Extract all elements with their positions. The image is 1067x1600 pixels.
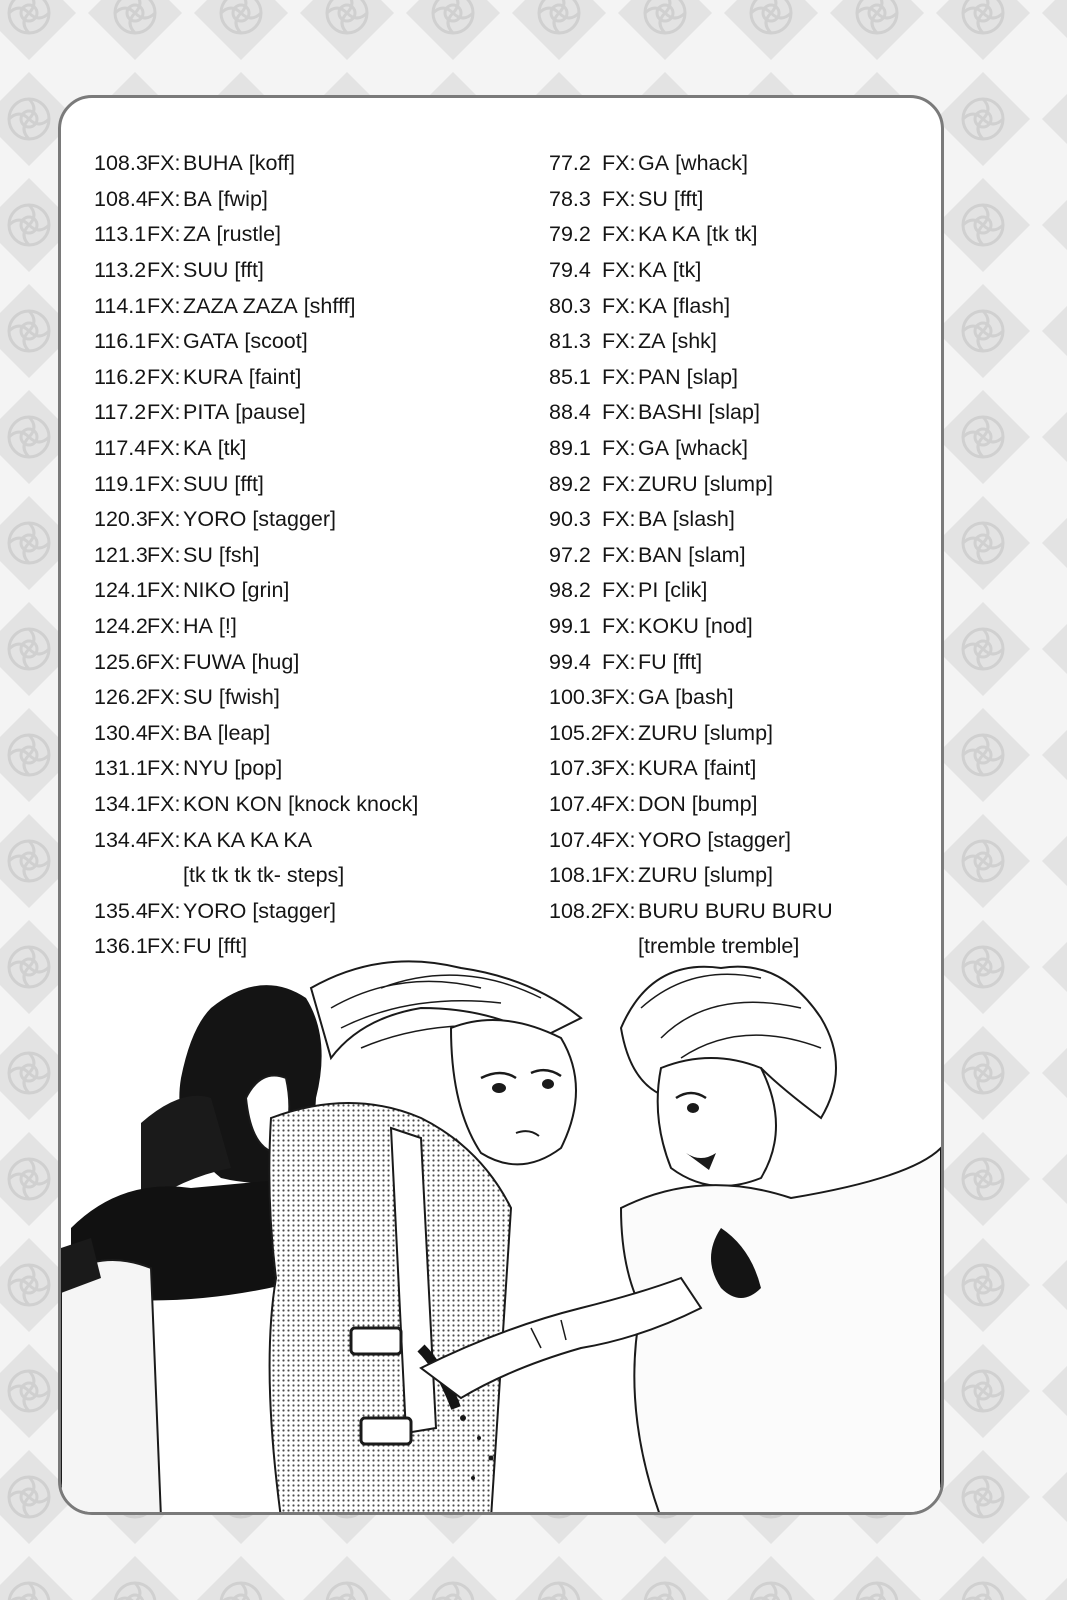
fx-ref: 113.2 [94, 258, 147, 283]
fx-ref: 107.4 [549, 791, 603, 816]
fx-translation: [fft] [217, 934, 248, 959]
fx-sound: DON [638, 791, 686, 816]
fx-sound: YORO [183, 898, 247, 923]
fx-row [94, 431, 534, 467]
fx-ref: 105.2 [549, 720, 603, 745]
fx-sound: ZAZA ZAZA [183, 293, 298, 318]
fx-row [549, 716, 929, 752]
fx-label: FX: [602, 791, 636, 816]
fx-translation: [tk tk tk tk- steps] [183, 863, 345, 888]
fx-ref: 131.1 [94, 756, 148, 781]
fx-translation: [tk] [217, 436, 247, 461]
fx-ref: 99.4 [549, 649, 591, 674]
fx-label: FX: [602, 293, 636, 318]
fx-row [94, 217, 534, 253]
fx-label: FX: [602, 685, 636, 710]
fx-ref: 120.3 [94, 507, 148, 532]
fx-sound: NYU [183, 756, 229, 781]
fx-row [549, 644, 929, 680]
fx-row [549, 858, 929, 894]
fx-sound: FU [638, 649, 667, 674]
fx-list-left [94, 146, 534, 965]
fx-ref: 108.3 [94, 151, 148, 176]
fx-label: FX: [147, 222, 181, 247]
fx-translation: [slump] [703, 863, 774, 888]
fx-translation: [rustle] [216, 222, 282, 247]
fx-sound: ZA [183, 222, 211, 247]
fx-translation: [fsh] [218, 542, 260, 567]
fx-label: FX: [602, 827, 636, 852]
fx-sound: ZURU [638, 471, 698, 496]
fx-row [94, 466, 534, 502]
fx-row [549, 822, 929, 858]
fx-sound: SUU [183, 471, 229, 496]
fx-translation: [faint] [248, 364, 302, 389]
fx-sound: ZA [638, 329, 666, 354]
fx-sound: GA [638, 685, 670, 710]
fx-row [94, 716, 534, 752]
fx-translation: [fft] [234, 471, 264, 496]
fx-ref: 119.1 [94, 471, 147, 496]
manga-illustration [61, 948, 941, 1515]
fx-ref: 100.3 [549, 685, 603, 710]
fx-label: FX: [602, 151, 636, 176]
fx-row [549, 751, 929, 787]
fx-row [94, 680, 534, 716]
fx-sound: SU [638, 186, 668, 211]
fx-ref: 125.6 [94, 649, 148, 674]
fx-label: FX: [147, 151, 181, 176]
fx-ref: 79.4 [549, 258, 591, 283]
fx-label: FX: [147, 578, 181, 603]
fx-label: FX: [147, 827, 181, 852]
fx-label: FX: [147, 649, 181, 674]
fx-sound: YORO [638, 827, 702, 852]
fx-sound: BASHI [638, 400, 703, 425]
fx-row [94, 538, 534, 574]
fx-label: FX: [147, 293, 181, 318]
fx-translation: [bump] [691, 791, 758, 816]
fx-ref: 130.4 [94, 720, 148, 745]
fx-row [549, 609, 929, 645]
fx-translation: [whack] [675, 436, 748, 461]
fx-row [94, 253, 534, 289]
fx-sound: KURA [183, 364, 243, 389]
fx-sound: YORO [183, 507, 247, 532]
fx-translation: [tk tk] [706, 222, 758, 247]
fx-translation: [leap] [217, 720, 271, 745]
fx-sound: HA [183, 614, 213, 639]
fx-row [94, 395, 534, 431]
fx-ref: 136.1 [94, 934, 148, 959]
fx-sound: KA [183, 436, 212, 461]
fx-label: FX: [147, 614, 181, 639]
fx-ref: 116.1 [94, 329, 147, 354]
fx-sound: PI [638, 578, 659, 603]
fx-row [549, 502, 929, 538]
fx-ref: 78.3 [549, 186, 591, 211]
fx-row [549, 360, 929, 396]
fx-row [549, 217, 929, 253]
fx-row [549, 395, 929, 431]
fx-sound: NIKO [183, 578, 236, 603]
fx-row [549, 538, 929, 574]
fx-sound: KA [638, 258, 667, 283]
fx-translation: [hug] [251, 649, 300, 674]
fx-sound: KA KA KA KA [183, 827, 313, 852]
fx-sound: SU [183, 685, 213, 710]
fx-label: FX: [602, 898, 636, 923]
fx-sound: FUWA [183, 649, 246, 674]
fx-ref: 89.1 [549, 436, 591, 461]
fx-row [549, 182, 929, 218]
fx-translation: [stagger] [707, 827, 791, 852]
fx-sound: BA [183, 720, 212, 745]
fx-sound: GATA [183, 329, 239, 354]
fx-translation: [flash] [672, 293, 731, 318]
fx-row [94, 182, 534, 218]
fx-translation: [bash] [675, 685, 734, 710]
fx-translation: [stagger] [252, 507, 336, 532]
fx-label: FX: [147, 400, 181, 425]
fx-row [549, 680, 929, 716]
fx-sound: PAN [638, 364, 681, 389]
fx-translation: [pop] [234, 756, 283, 781]
fx-translation: [slap] [686, 364, 739, 389]
fx-label: FX: [147, 329, 181, 354]
fx-translation: [pause] [235, 400, 306, 425]
fx-ref: 107.3 [549, 756, 603, 781]
fx-label: FX: [602, 507, 636, 532]
fx-row [549, 787, 929, 823]
fx-row [94, 787, 534, 823]
fx-label: FX: [602, 258, 636, 283]
fx-translation: [fft] [234, 258, 264, 283]
fx-translation: [shk] [671, 329, 717, 354]
fx-label: FX: [602, 649, 636, 674]
fx-ref: 85.1 [549, 364, 591, 389]
fx-sound: KOKU [638, 614, 699, 639]
fx-row [94, 609, 534, 645]
fx-row [549, 324, 929, 360]
fx-label: FX: [602, 364, 636, 389]
fx-ref: 80.3 [549, 293, 591, 318]
fx-sound: KA [638, 293, 667, 318]
fx-sound: SU [183, 542, 213, 567]
fx-translation: [grin] [241, 578, 290, 603]
fx-row [549, 288, 929, 324]
fx-sound: BAN [638, 542, 683, 567]
fx-ref: 113.1 [94, 222, 147, 247]
fx-sound: BURU BURU BURU [638, 898, 833, 923]
fx-row [549, 253, 929, 289]
fx-ref: 135.4 [94, 898, 148, 923]
fx-label: FX: [147, 471, 181, 496]
fx-row [94, 502, 534, 538]
fx-ref: 117.2 [94, 400, 147, 425]
fx-translation: [knock knock] [288, 791, 419, 816]
fx-label: FX: [602, 542, 636, 567]
fx-label: FX: [147, 507, 181, 532]
fx-ref: 124.1 [94, 578, 148, 603]
fx-row [94, 288, 534, 324]
fx-ref: 134.1 [94, 791, 148, 816]
fx-translation: [whack] [675, 151, 748, 176]
fx-sound: GA [638, 151, 670, 176]
fx-label: FX: [602, 400, 636, 425]
fx-ref: 107.4 [549, 827, 603, 852]
fx-ref: 116.2 [94, 364, 147, 389]
fx-label: FX: [147, 364, 181, 389]
fx-ref: 77.2 [549, 151, 591, 176]
fx-ref: 126.2 [94, 685, 148, 710]
fx-label: FX: [147, 756, 181, 781]
fx-label: FX: [602, 329, 636, 354]
fx-sound: ZURU [638, 863, 698, 888]
fx-translation: [fft] [672, 649, 703, 674]
fx-label: FX: [602, 578, 636, 603]
fx-ref: 108.1 [549, 863, 603, 888]
fx-sound: PITA [183, 400, 230, 425]
fx-label: FX: [147, 898, 181, 923]
fx-row-continuation [94, 858, 534, 894]
fx-sound: BA [638, 507, 667, 532]
fx-row [94, 644, 534, 680]
fx-sound: KON KON [183, 791, 283, 816]
fx-label: FX: [602, 186, 636, 211]
fx-translation: [fwish] [218, 685, 280, 710]
fx-translation: [shfff] [303, 293, 356, 318]
fx-ref: 99.1 [549, 614, 591, 639]
fx-ref: 89.2 [549, 471, 591, 496]
fx-row [94, 573, 534, 609]
fx-label: FX: [147, 436, 181, 461]
fx-row [94, 751, 534, 787]
fx-sound: KA KA [638, 222, 701, 247]
fx-ref: 117.4 [94, 436, 147, 461]
fx-row [549, 146, 929, 182]
fx-ref: 88.4 [549, 400, 591, 425]
fx-label: FX: [602, 756, 636, 781]
fx-label: FX: [147, 542, 181, 567]
fx-ref: 81.3 [549, 329, 591, 354]
fx-sound: KURA [638, 756, 698, 781]
fx-ref: 108.2 [549, 898, 603, 923]
fx-translation: [!] [218, 614, 237, 639]
fx-label: FX: [602, 222, 636, 247]
fx-row [549, 573, 929, 609]
fx-translation: [scoot] [244, 329, 308, 354]
fx-row [94, 146, 534, 182]
fx-label: FX: [602, 863, 636, 888]
fx-translation: [slam] [688, 542, 746, 567]
fx-ref: 134.4 [94, 827, 148, 852]
fx-ref: 108.4 [94, 186, 148, 211]
fx-translation: [slump] [703, 471, 774, 496]
fx-sound: GA [638, 436, 670, 461]
fx-label: FX: [147, 934, 181, 959]
fx-label: FX: [147, 685, 181, 710]
fx-label: FX: [147, 720, 181, 745]
fx-label: FX: [602, 614, 636, 639]
fx-ref: 114.1 [94, 293, 147, 318]
fx-row [549, 466, 929, 502]
fx-row [94, 893, 534, 929]
fx-translation: [fwip] [217, 186, 268, 211]
fx-row [549, 893, 929, 929]
fx-sound: ZURU [638, 720, 698, 745]
fx-translation: [slump] [703, 720, 774, 745]
fx-label: FX: [147, 258, 181, 283]
fx-sound: BUHA [183, 151, 243, 176]
fx-sound: SUU [183, 258, 229, 283]
fx-translation: [nod] [704, 614, 753, 639]
fx-row [549, 431, 929, 467]
sound-effects-panel [58, 95, 944, 1515]
fx-label: FX: [147, 791, 181, 816]
fx-translation: [koff] [248, 151, 295, 176]
fx-row [94, 360, 534, 396]
fx-row [94, 324, 534, 360]
fx-translation: [faint] [703, 756, 757, 781]
fx-sound: BA [183, 186, 212, 211]
fx-ref: 124.2 [94, 614, 148, 639]
fx-translation: [slap] [708, 400, 760, 425]
fx-ref: 90.3 [549, 507, 591, 532]
fx-label: FX: [147, 186, 181, 211]
fx-row [94, 822, 534, 858]
fx-translation: [fft] [673, 186, 704, 211]
fx-list-right [549, 146, 929, 965]
fx-label: FX: [602, 720, 636, 745]
fx-label: FX: [602, 436, 636, 461]
fx-ref: 121.3 [94, 542, 148, 567]
fx-translation: [slash] [672, 507, 735, 532]
fx-translation: [stagger] [252, 898, 336, 923]
fx-translation: [clik] [664, 578, 708, 603]
fx-translation: [tremble tremble] [638, 934, 800, 959]
fx-ref: 97.2 [549, 542, 591, 567]
fx-ref: 98.2 [549, 578, 591, 603]
fx-translation: [tk] [672, 258, 702, 283]
fx-sound: FU [183, 934, 212, 959]
fx-ref: 79.2 [549, 222, 591, 247]
fx-label: FX: [602, 471, 636, 496]
